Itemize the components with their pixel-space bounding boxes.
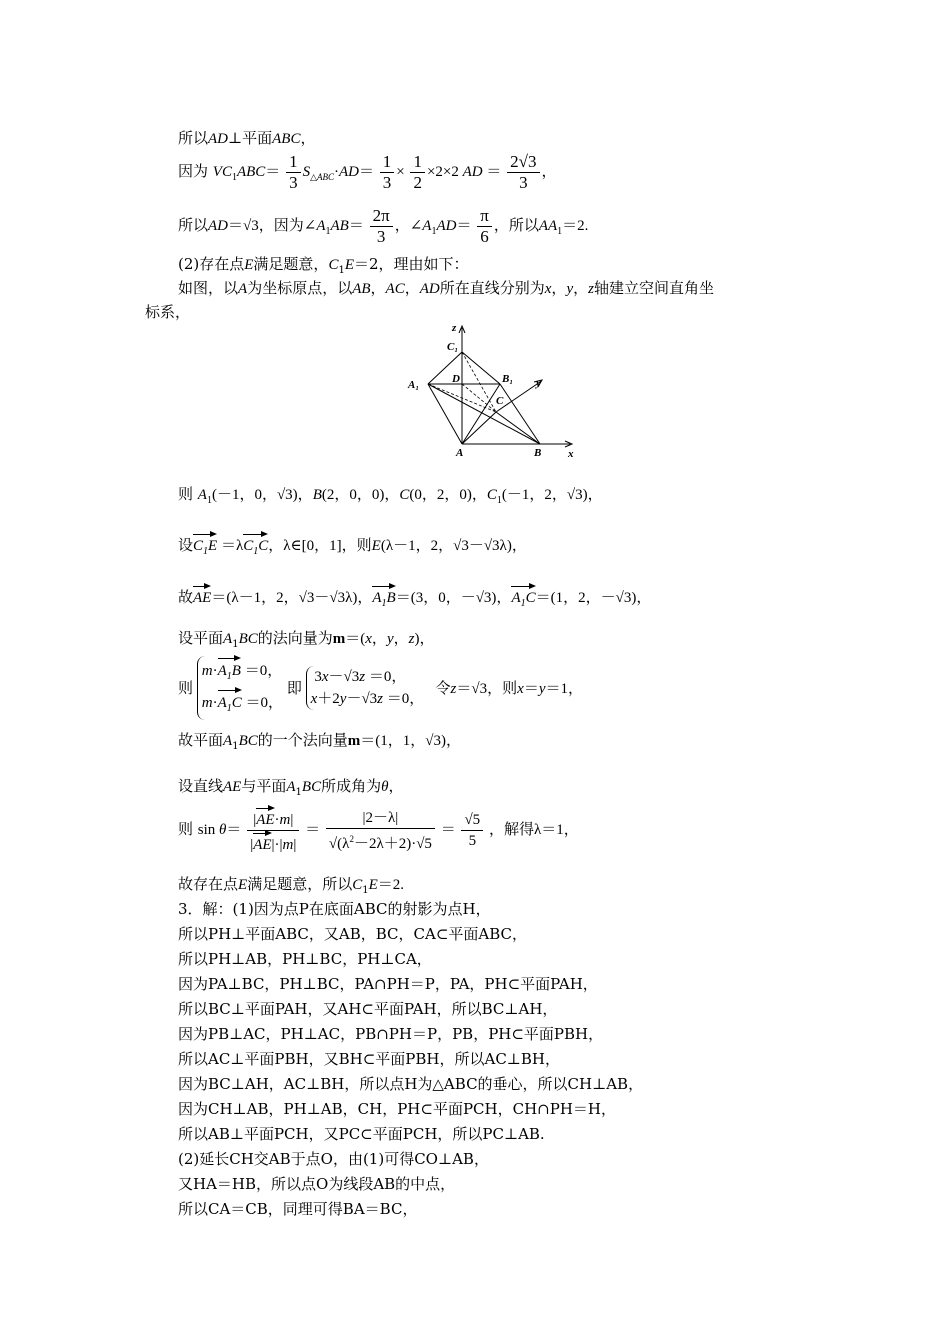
text-line: (2)延长CH交AB于点O，由(1)可得CO⊥AB， xyxy=(178,1150,489,1168)
coordinate-figure xyxy=(400,322,600,462)
text-line: 所以PH⊥AB，PH⊥BC，PH⊥CA， xyxy=(178,950,432,968)
text-line: 所以AC⊥平面PBH，又BH⊂平面PBH，所以AC⊥BH， xyxy=(178,1050,561,1068)
text-line: 如图，以A为坐标原点，以AB，AC，AD所在直线分别为x，y，z轴建立空间直角坐 xyxy=(178,279,714,297)
text-line: 所以AB⊥平面PCH，又PC⊂平面PCH，所以PC⊥AB. xyxy=(178,1125,545,1143)
text-line: 故平面$A_1BC$的一个法向量m＝(1，1，√3)， xyxy=(178,731,461,752)
label-d: D xyxy=(452,373,460,385)
text-line: 因为CH⊥AB，PH⊥AB，CH，PH⊂平面PCH，CH∩PH＝H， xyxy=(178,1100,616,1118)
text-line: 所以CA＝CB，同理可得BA＝BC， xyxy=(178,1200,418,1218)
text-line: (2)存在点E满足题意，$C_1E=2$，理由如下： xyxy=(178,255,469,276)
text-line: 又HA＝HB，所以点O为线段AB的中点， xyxy=(178,1175,456,1193)
text-line: 所以AD⊥平面ABC， xyxy=(178,129,316,147)
label-c1: C₁ xyxy=(447,341,459,353)
label-c: C xyxy=(496,395,504,407)
text-line: 标系， xyxy=(145,303,191,321)
equation-system-line: 则 $m\cdot A_1B =0$， $m\cdot A_1C =0$， 即 3x－√3z ＝0， x＋2y－√3z ＝0， 令z＝√3，则x＝y＝1， xyxy=(178,656,583,720)
label-b: B xyxy=(534,447,542,459)
text-line: 因为PA⊥BC，PH⊥BC，PA∩PH＝P，PA，PH⊂平面PAH， xyxy=(178,975,598,993)
text-line: 因为BC⊥AH，AC⊥BH，所以点H为△ABC的垂心，所以CH⊥AB， xyxy=(178,1075,644,1093)
label-z: z xyxy=(452,322,457,334)
text-line: 所以PH⊥平面ABC，又AB，BC，CA⊂平面ABC， xyxy=(178,925,528,943)
label-x: x xyxy=(568,448,574,460)
label-a: A xyxy=(456,447,464,459)
text-line: 3．解：(1)因为点P在底面ABC的射影为点H， xyxy=(178,900,491,918)
text-line: 所以AD＝√3，因为$\angle A_1AB=$ $\frac{2\pi}{3}$ ，$\angle A_1AD=$ $\frac{\pi}{6}$ ，所以$AA_1=2$. xyxy=(178,206,589,246)
coordinates-line: 则 $A_1(-1$，0，√3)，B(2，0，0)，C(0，2，0)，$C_1(-1$，2，√3)， xyxy=(178,485,603,506)
vectors-line: 故AE＝(λ－1，2，√3－√3λ)，$A_1B=(3$，0，－√3)，$A_1C=(1$，2，－√3)， xyxy=(178,584,651,614)
text-line: 因为PB⊥AC，PH⊥AC，PB∩PH＝P，PB，PH⊂平面PBH， xyxy=(178,1025,604,1043)
text-line: 所以BC⊥平面PAH，又AH⊂平面PAH，所以BC⊥AH， xyxy=(178,1000,558,1018)
sine-formula-line: 则 sin θ＝ $\frac{|AE\cdot m|}{|AE|\cdot|m|}$ ＝ $\frac{|2-\lambda|}{√(\lambda^2-2\lambda+2)\cdot√5}$ ＝ $\frac{√5}{5}$ ，解得λ＝1， xyxy=(178,806,579,855)
text-line: 设直线AE与平面$A_1BC$所成角为θ， xyxy=(178,777,404,798)
text-line: 故存在点E满足题意，所以$C_1E=2$. xyxy=(178,875,405,896)
vector-def-line: 设$C_1E =\lambda C_1C$，λ∈[0，1]，则E(λ－1，2，√3－√3λ)， xyxy=(178,532,527,562)
volume-formula-line: 因为 $VC_1ABC=$ $\frac{1}{3}$ $S_{\triangle ABC}\cdot AD=$ $\frac{1}{3}$ × $\frac{1}{2}$ ×2×2 AD ＝ $\frac{2√3}{3}$ ， xyxy=(178,152,557,192)
label-y: y xyxy=(536,377,541,389)
label-b1: B₁ xyxy=(502,373,514,385)
label-a1: A₁ xyxy=(408,379,420,391)
text-line: 设平面$A_1BC$的法向量为m＝(x，y，z)， xyxy=(178,629,435,650)
